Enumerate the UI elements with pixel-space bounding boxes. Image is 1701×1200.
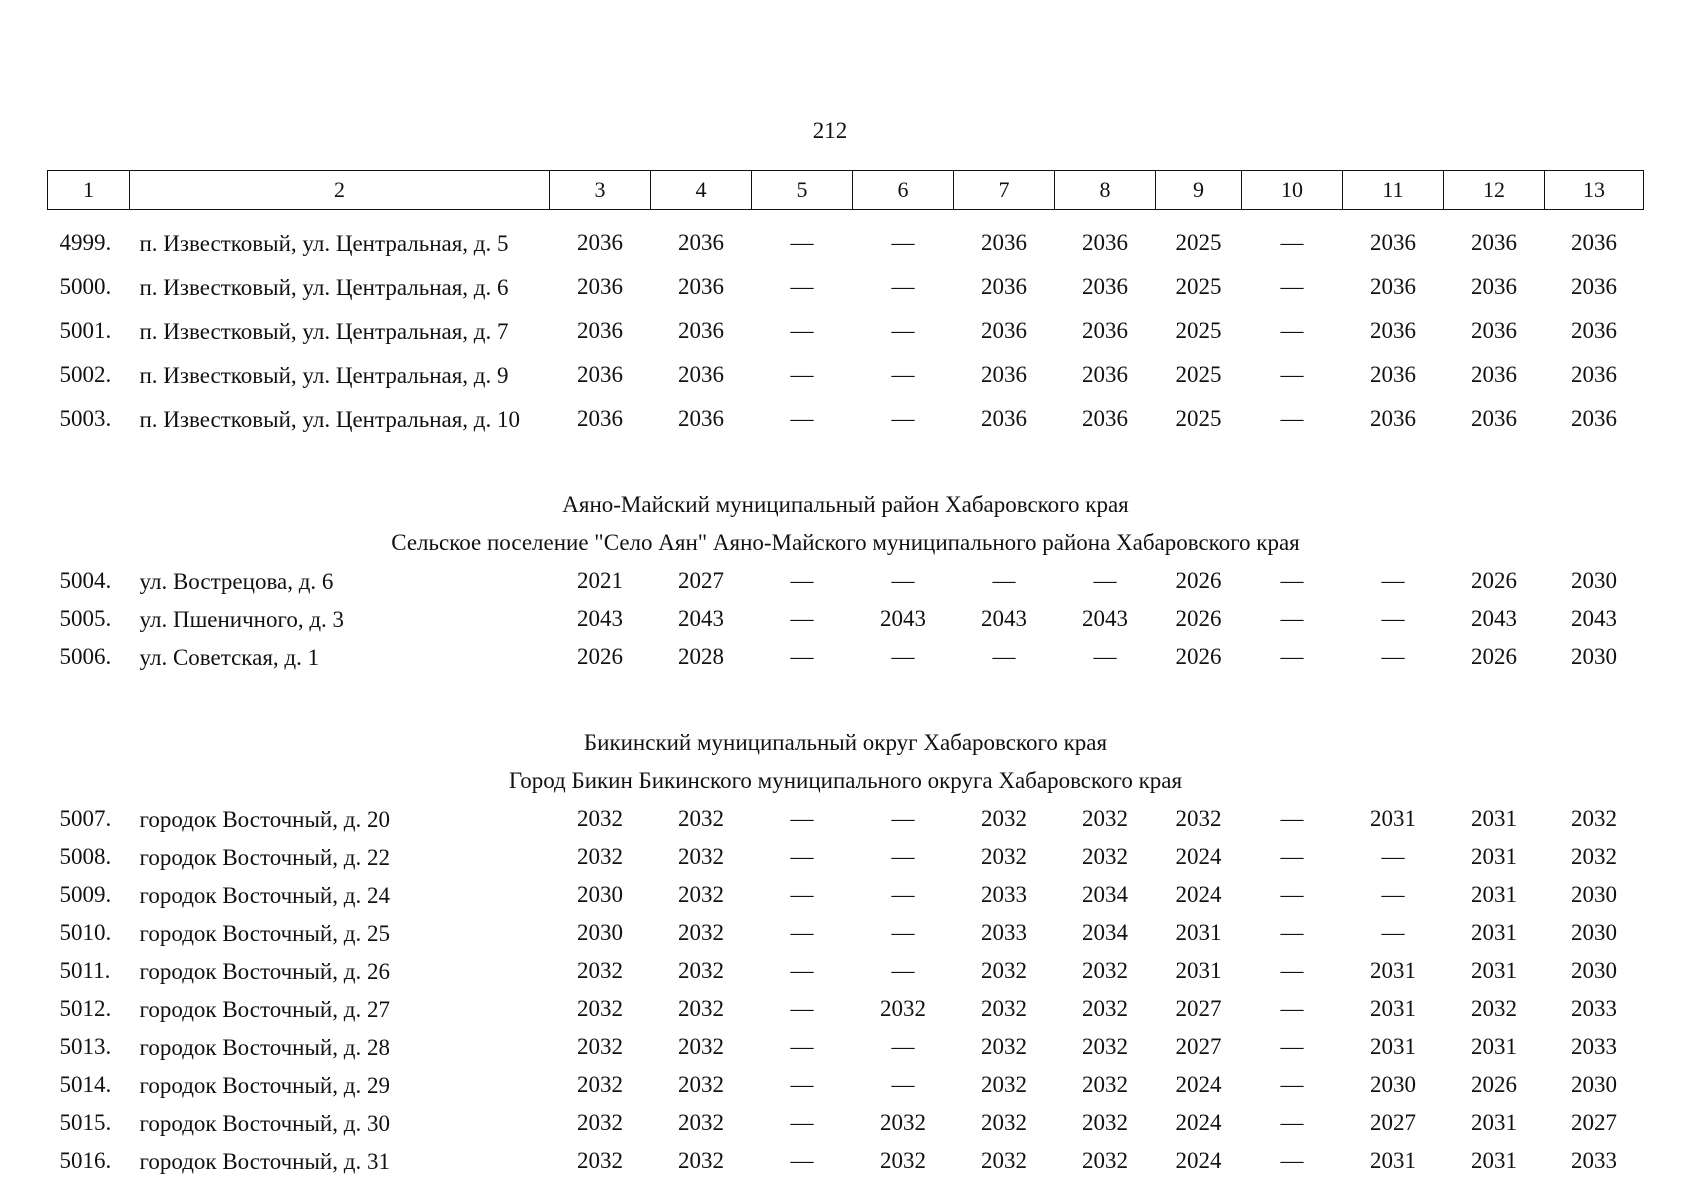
year-cell: 2030 — [1571, 644, 1617, 669]
year-cell: — — [891, 644, 915, 669]
year-cell: 2030 — [577, 882, 623, 907]
year-cell: 2031 — [1471, 844, 1517, 869]
year-cell: 2032 — [981, 996, 1027, 1021]
year-cell: — — [790, 1110, 814, 1135]
year-cell: 2026 — [1471, 568, 1517, 593]
table-row — [48, 1066, 1644, 1104]
year-cell: 2032 — [1082, 1072, 1128, 1097]
year-cell: 2036 — [981, 318, 1027, 343]
row-number: 4999. — [59, 230, 112, 255]
column-header-7: 7 — [954, 171, 1055, 210]
table-row — [48, 638, 1644, 676]
year-cell: — — [1280, 644, 1304, 669]
year-cell: 2036 — [1471, 362, 1517, 387]
year-cell: 2027 — [1175, 996, 1222, 1021]
year-cell: 2036 — [1571, 274, 1617, 299]
year-cell: 2031 — [1471, 958, 1517, 983]
year-cell: 2036 — [1370, 230, 1416, 255]
column-header-2: 2 — [130, 171, 550, 210]
year-cell: 2024 — [1175, 1110, 1222, 1135]
column-header-13: 13 — [1545, 171, 1644, 210]
year-cell: 2032 — [1571, 806, 1617, 831]
year-cell: 2033 — [981, 920, 1027, 945]
year-cell: 2036 — [1571, 230, 1617, 255]
year-cell: 2032 — [981, 1072, 1027, 1097]
year-cell: 2032 — [981, 806, 1027, 831]
year-cell: 2027 — [1370, 1110, 1416, 1135]
address-cell: ул. Вострецова, д. 6 — [139, 568, 334, 594]
section-subtitle: Город Бикин Бикинского муниципального округа Хабаровского края — [508, 768, 1183, 793]
column-header-11: 11 — [1343, 171, 1444, 210]
year-cell: 2032 — [577, 996, 623, 1021]
section-title: Аяно-Майский муниципальный район Хабаровского края — [562, 492, 1129, 517]
year-cell: — — [1280, 958, 1304, 983]
table-row — [48, 876, 1644, 914]
year-cell: 2032 — [678, 806, 724, 831]
year-cell: 2036 — [678, 274, 724, 299]
year-cell: — — [790, 568, 814, 593]
year-cell: 2036 — [577, 318, 623, 343]
year-cell: 2032 — [1471, 996, 1517, 1021]
year-cell: 2036 — [981, 406, 1027, 431]
year-cell: 2032 — [678, 1110, 724, 1135]
table-row — [48, 952, 1644, 990]
year-cell: 2031 — [1370, 1148, 1416, 1173]
year-cell: 2032 — [678, 996, 724, 1021]
year-cell: — — [1093, 644, 1117, 669]
year-cell: — — [1381, 920, 1405, 945]
year-cell: 2032 — [1082, 1148, 1128, 1173]
year-cell: 2036 — [1370, 362, 1416, 387]
year-cell: 2036 — [577, 362, 623, 387]
year-cell: 2025 — [1175, 406, 1222, 431]
table-body — [48, 210, 1644, 1181]
year-cell: — — [1280, 230, 1304, 255]
year-cell: — — [1280, 920, 1304, 945]
data-table — [47, 170, 1644, 1180]
row-number: 5001. — [59, 318, 112, 343]
year-cell: — — [790, 362, 814, 387]
address-cell: городок Восточный, д. 27 — [139, 996, 390, 1022]
table-row — [48, 914, 1644, 952]
year-cell: — — [1280, 1072, 1304, 1097]
year-cell: 2031 — [1175, 958, 1222, 983]
year-cell: 2024 — [1175, 882, 1222, 907]
year-cell: 2030 — [1370, 1072, 1416, 1097]
row-number: 5016. — [59, 1148, 112, 1173]
table-row — [48, 218, 1644, 262]
year-cell: — — [790, 1034, 814, 1059]
year-cell: 2032 — [577, 1072, 623, 1097]
year-cell: 2036 — [678, 230, 724, 255]
year-cell: 2027 — [1175, 1034, 1222, 1059]
year-cell: 2032 — [1082, 958, 1128, 983]
year-cell: — — [790, 844, 814, 869]
year-cell: 2030 — [577, 920, 623, 945]
year-cell: 2026 — [577, 644, 623, 669]
column-header-9: 9 — [1156, 171, 1242, 210]
year-cell: 2036 — [1082, 230, 1128, 255]
column-header-12: 12 — [1444, 171, 1545, 210]
year-cell: 2036 — [981, 274, 1027, 299]
year-cell: — — [790, 1072, 814, 1097]
year-cell: — — [1280, 882, 1304, 907]
address-cell: городок Восточный, д. 30 — [139, 1110, 390, 1136]
year-cell: 2032 — [1082, 1110, 1128, 1135]
address-cell: городок Восточный, д. 29 — [139, 1072, 390, 1098]
column-header-3: 3 — [550, 171, 651, 210]
year-cell: 2036 — [1571, 406, 1617, 431]
year-cell: 2031 — [1370, 996, 1416, 1021]
year-cell: 2026 — [1175, 644, 1222, 669]
address-cell: городок Восточный, д. 28 — [139, 1034, 390, 1060]
year-cell: 2036 — [1471, 318, 1517, 343]
row-number: 5006. — [59, 644, 112, 669]
column-header-10: 10 — [1242, 171, 1343, 210]
year-cell: 2036 — [1471, 230, 1517, 255]
year-cell: 2025 — [1175, 274, 1222, 299]
year-cell: 2036 — [1082, 318, 1128, 343]
year-cell: 2028 — [678, 644, 724, 669]
year-cell: 2043 — [577, 606, 623, 631]
year-cell: 2032 — [880, 1110, 926, 1135]
year-cell: — — [891, 806, 915, 831]
year-cell: 2031 — [1471, 1110, 1517, 1135]
year-cell: 2032 — [1175, 806, 1222, 831]
year-cell: 2032 — [981, 844, 1027, 869]
year-cell: — — [1280, 362, 1304, 387]
year-cell: — — [891, 844, 915, 869]
year-cell: 2032 — [678, 1072, 724, 1097]
address-cell: городок Восточный, д. 25 — [139, 920, 390, 946]
year-cell: — — [790, 318, 814, 343]
address-cell: городок Восточный, д. 31 — [139, 1148, 390, 1174]
year-cell: — — [891, 568, 915, 593]
year-cell: 2024 — [1175, 844, 1222, 869]
address-cell: п. Известковый, ул. Центральная, д. 9 — [139, 362, 509, 388]
year-cell: 2025 — [1175, 230, 1222, 255]
year-cell: — — [891, 1034, 915, 1059]
row-number: 5004. — [59, 568, 112, 593]
year-cell: — — [1280, 406, 1304, 431]
year-cell: 2025 — [1175, 318, 1222, 343]
year-cell: — — [1280, 844, 1304, 869]
year-cell: 2036 — [1370, 318, 1416, 343]
section-subtitle: Сельское поселение "Село Аян" Аяно-Майского муниципального района Хабаровского края — [391, 530, 1300, 555]
table-row — [48, 350, 1644, 394]
year-cell: — — [891, 362, 915, 387]
year-cell: 2027 — [678, 568, 724, 593]
year-cell: 2034 — [1082, 920, 1128, 945]
year-cell: — — [790, 958, 814, 983]
year-cell: 2043 — [1471, 606, 1517, 631]
column-header-5: 5 — [752, 171, 853, 210]
address-cell: п. Известковый, ул. Центральная, д. 10 — [139, 406, 520, 432]
year-cell: 2031 — [1471, 1148, 1517, 1173]
year-cell: 2032 — [678, 1034, 724, 1059]
year-cell: — — [1381, 568, 1405, 593]
year-cell: — — [1381, 644, 1405, 669]
year-cell: 2032 — [1571, 844, 1617, 869]
year-cell: 2027 — [1571, 1110, 1617, 1135]
year-cell: 2026 — [1175, 568, 1222, 593]
year-cell: 2032 — [1082, 806, 1128, 831]
year-cell: 2032 — [981, 1034, 1027, 1059]
row-number: 5008. — [59, 844, 112, 869]
row-number: 5003. — [59, 406, 112, 431]
year-cell: 2025 — [1175, 362, 1222, 387]
year-cell: — — [1381, 882, 1405, 907]
year-cell: 2030 — [1571, 882, 1617, 907]
table-row — [48, 990, 1644, 1028]
address-cell: городок Восточный, д. 24 — [139, 882, 390, 908]
year-cell: 2021 — [577, 568, 623, 593]
table-row — [48, 394, 1644, 438]
year-cell: 2032 — [577, 806, 623, 831]
year-cell: 2032 — [577, 958, 623, 983]
year-cell: — — [790, 806, 814, 831]
year-cell: 2036 — [1471, 406, 1517, 431]
year-cell: 2036 — [1370, 274, 1416, 299]
year-cell: 2032 — [880, 996, 926, 1021]
year-cell: 2043 — [1082, 606, 1128, 631]
year-cell: 2032 — [678, 958, 724, 983]
year-cell: 2031 — [1471, 806, 1517, 831]
address-cell: городок Восточный, д. 20 — [139, 806, 390, 832]
year-cell: 2043 — [981, 606, 1027, 631]
column-header-1: 1 — [48, 171, 130, 210]
year-cell: — — [891, 318, 915, 343]
year-cell: — — [790, 230, 814, 255]
page-number: 212 — [812, 118, 848, 143]
year-cell: 2033 — [1571, 1034, 1617, 1059]
address-cell: ул. Советская, д. 1 — [139, 644, 320, 670]
year-cell: 2031 — [1471, 1034, 1517, 1059]
year-cell: 2043 — [1571, 606, 1617, 631]
row-number: 5010. — [59, 920, 112, 945]
year-cell: 2033 — [1571, 996, 1617, 1021]
year-cell: 2033 — [981, 882, 1027, 907]
address-cell: городок Восточный, д. 22 — [139, 844, 390, 870]
address-cell: п. Известковый, ул. Центральная, д. 5 — [139, 230, 509, 256]
row-number: 5000. — [59, 274, 112, 299]
table-row — [48, 1142, 1644, 1180]
column-header-4: 4 — [651, 171, 752, 210]
year-cell: 2032 — [577, 844, 623, 869]
year-cell: — — [790, 406, 814, 431]
year-cell: 2043 — [880, 606, 926, 631]
year-cell: — — [891, 920, 915, 945]
year-cell: — — [1280, 318, 1304, 343]
year-cell: 2032 — [1082, 844, 1128, 869]
year-cell: 2032 — [577, 1110, 623, 1135]
table-row — [48, 1104, 1644, 1142]
year-cell: — — [1280, 806, 1304, 831]
spacer-row — [48, 210, 1644, 219]
year-cell: 2036 — [981, 230, 1027, 255]
spacer-row — [48, 438, 1644, 486]
year-cell: 2032 — [880, 1148, 926, 1173]
year-cell: — — [891, 882, 915, 907]
year-cell: 2036 — [1082, 362, 1128, 387]
year-cell: 2031 — [1370, 958, 1416, 983]
year-cell: 2032 — [577, 1148, 623, 1173]
year-cell: — — [891, 958, 915, 983]
row-number: 5009. — [59, 882, 112, 907]
row-number: 5005. — [59, 606, 112, 631]
table-row — [48, 600, 1644, 638]
year-cell: — — [1280, 568, 1304, 593]
year-cell: 2036 — [678, 406, 724, 431]
year-cell: 2036 — [577, 274, 623, 299]
section-title: Бикинский муниципальный округ Хабаровского края — [583, 730, 1108, 755]
year-cell: — — [1381, 606, 1405, 631]
row-number: 5012. — [59, 996, 112, 1021]
year-cell: — — [891, 406, 915, 431]
year-cell: — — [992, 568, 1016, 593]
year-cell: — — [891, 1072, 915, 1097]
year-cell: — — [992, 644, 1016, 669]
year-cell: — — [790, 996, 814, 1021]
year-cell: 2026 — [1175, 606, 1222, 631]
year-cell: — — [1381, 844, 1405, 869]
year-cell: 2024 — [1175, 1072, 1222, 1097]
year-cell: 2036 — [577, 230, 623, 255]
year-cell: 2031 — [1471, 920, 1517, 945]
table-row — [48, 306, 1644, 350]
year-cell: — — [790, 644, 814, 669]
year-cell: 2036 — [577, 406, 623, 431]
year-cell: — — [1280, 606, 1304, 631]
year-cell: — — [1280, 1034, 1304, 1059]
year-cell: — — [1280, 274, 1304, 299]
year-cell: 2036 — [1571, 318, 1617, 343]
column-header-8: 8 — [1055, 171, 1156, 210]
year-cell: 2032 — [678, 920, 724, 945]
table-header-row — [48, 171, 1644, 210]
year-cell: — — [790, 274, 814, 299]
address-cell: городок Восточный, д. 26 — [139, 958, 390, 984]
year-cell: 2043 — [678, 606, 724, 631]
row-number: 5013. — [59, 1034, 112, 1059]
table-row — [48, 838, 1644, 876]
year-cell: 2034 — [1082, 882, 1128, 907]
year-cell: 2033 — [1571, 1148, 1617, 1173]
year-cell: 2032 — [577, 1034, 623, 1059]
year-cell: 2031 — [1370, 806, 1416, 831]
year-cell: — — [891, 230, 915, 255]
section-subtitle-row — [48, 524, 1644, 562]
year-cell: 2032 — [678, 844, 724, 869]
address-cell: п. Известковый, ул. Центральная, д. 6 — [139, 274, 509, 300]
section-title-row — [48, 486, 1644, 524]
year-cell: — — [1093, 568, 1117, 593]
year-cell: 2036 — [678, 318, 724, 343]
row-number: 5002. — [59, 362, 112, 387]
year-cell: 2030 — [1571, 920, 1617, 945]
year-cell: 2031 — [1471, 882, 1517, 907]
year-cell: — — [790, 920, 814, 945]
spacer-row — [48, 676, 1644, 724]
year-cell: 2036 — [1471, 274, 1517, 299]
year-cell: — — [891, 274, 915, 299]
year-cell: — — [790, 1148, 814, 1173]
year-cell: 2032 — [981, 1110, 1027, 1135]
year-cell: 2032 — [678, 882, 724, 907]
year-cell: 2032 — [1082, 996, 1128, 1021]
year-cell: 2024 — [1175, 1148, 1222, 1173]
year-cell: 2026 — [1471, 644, 1517, 669]
row-number: 5011. — [59, 958, 111, 983]
table-row — [48, 562, 1644, 600]
year-cell: 2036 — [981, 362, 1027, 387]
section-title-row — [48, 724, 1644, 762]
row-number: 5007. — [59, 806, 112, 831]
year-cell: 2032 — [981, 958, 1027, 983]
table-row — [48, 262, 1644, 306]
year-cell: — — [1280, 1148, 1304, 1173]
year-cell: 2036 — [678, 362, 724, 387]
section-subtitle-row — [48, 762, 1644, 800]
year-cell: 2036 — [1082, 406, 1128, 431]
year-cell: 2036 — [1370, 406, 1416, 431]
year-cell: — — [790, 882, 814, 907]
address-cell: ул. Пшеничного, д. 3 — [139, 606, 345, 632]
table-row — [48, 800, 1644, 838]
year-cell: 2036 — [1082, 274, 1128, 299]
year-cell: — — [790, 606, 814, 631]
row-number: 5014. — [59, 1072, 112, 1097]
column-header-6: 6 — [853, 171, 954, 210]
table-row — [48, 1028, 1644, 1066]
year-cell: 2026 — [1471, 1072, 1517, 1097]
year-cell: 2031 — [1175, 920, 1222, 945]
year-cell: 2032 — [678, 1148, 724, 1173]
year-cell: 2032 — [1082, 1034, 1128, 1059]
year-cell: 2030 — [1571, 958, 1617, 983]
year-cell: 2036 — [1571, 362, 1617, 387]
year-cell: 2032 — [981, 1148, 1027, 1173]
year-cell: 2030 — [1571, 1072, 1617, 1097]
year-cell: — — [1280, 996, 1304, 1021]
year-cell: 2031 — [1370, 1034, 1416, 1059]
address-cell: п. Известковый, ул. Центральная, д. 7 — [139, 318, 509, 344]
year-cell: 2030 — [1571, 568, 1617, 593]
year-cell: — — [1280, 1110, 1304, 1135]
row-number: 5015. — [59, 1110, 112, 1135]
